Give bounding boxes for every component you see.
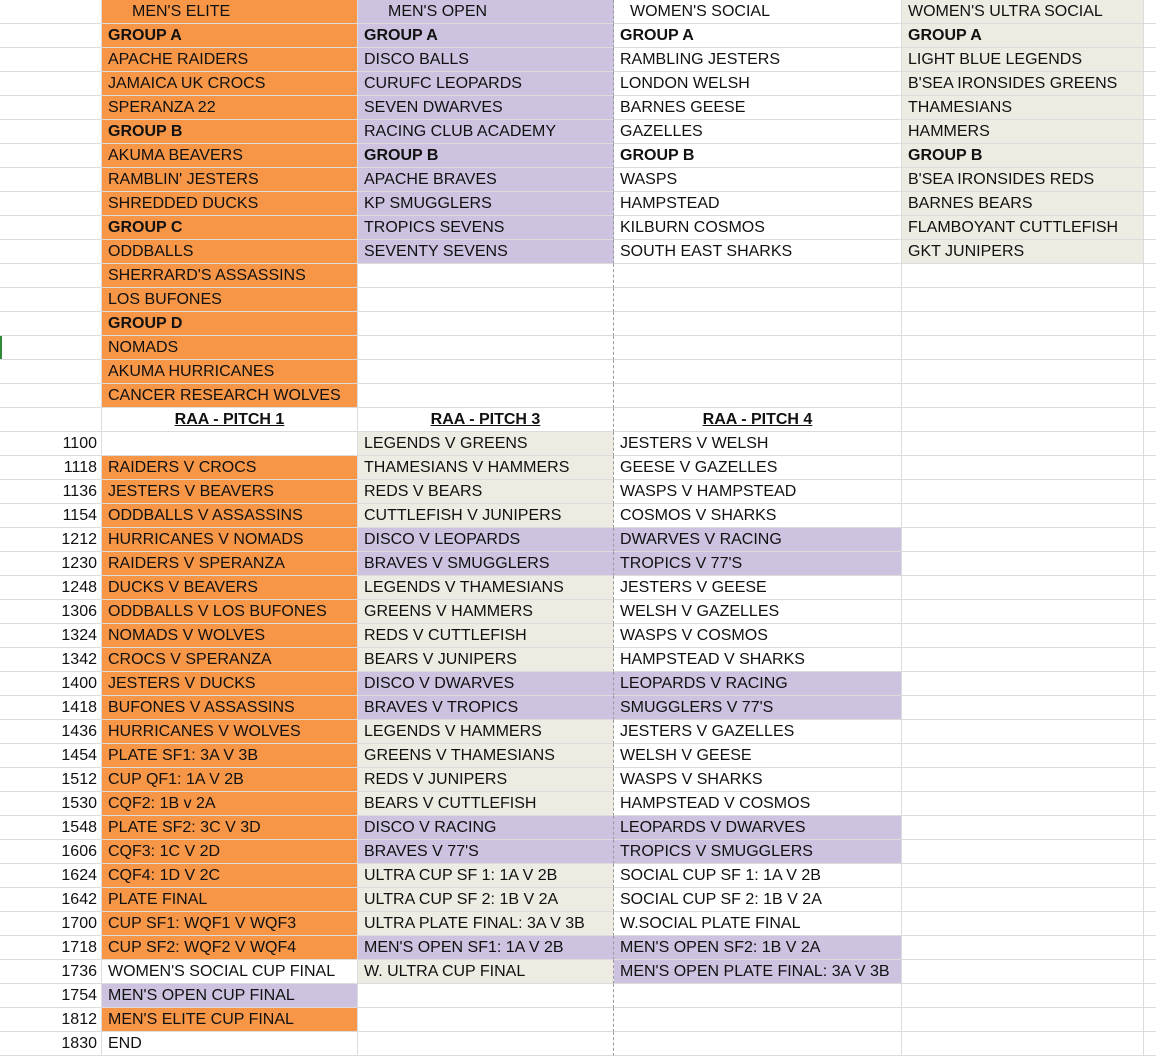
time-cell[interactable]: 1812: [0, 1008, 102, 1032]
time-cell[interactable]: 1154: [0, 504, 102, 528]
cell-extra[interactable]: B'SEA IRONSIDES GREENS: [902, 72, 1144, 96]
empty-cell[interactable]: [1144, 888, 1156, 912]
cell-pitch4[interactable]: [614, 264, 902, 288]
cell-pitch1[interactable]: JAMAICA UK CROCS: [102, 72, 358, 96]
cell-pitch3[interactable]: TROPICS SEVENS: [358, 216, 614, 240]
time-cell[interactable]: 1324: [0, 624, 102, 648]
cell-pitch3[interactable]: DISCO BALLS: [358, 48, 614, 72]
cell-pitch4[interactable]: MEN'S OPEN SF2: 1B V 2A: [614, 936, 902, 960]
cell-extra[interactable]: [902, 1032, 1144, 1056]
empty-cell[interactable]: [1144, 792, 1156, 816]
cell-extra[interactable]: LIGHT BLUE LEGENDS: [902, 48, 1144, 72]
cell-pitch1[interactable]: AKUMA BEAVERS: [102, 144, 358, 168]
cell-pitch3[interactable]: RACING CLUB ACADEMY: [358, 120, 614, 144]
time-cell[interactable]: [0, 72, 102, 96]
cell-pitch3[interactable]: LEGENDS V THAMESIANS: [358, 576, 614, 600]
cell-extra[interactable]: GROUP B: [902, 144, 1144, 168]
empty-cell[interactable]: [1144, 192, 1156, 216]
cell-extra[interactable]: [902, 264, 1144, 288]
cell-extra[interactable]: [902, 696, 1144, 720]
cell-pitch1[interactable]: RAIDERS V CROCS: [102, 456, 358, 480]
cell-pitch1[interactable]: PLATE FINAL: [102, 888, 358, 912]
cell-extra[interactable]: [902, 864, 1144, 888]
cell-pitch4[interactable]: [614, 360, 902, 384]
cell-pitch4[interactable]: BARNES GEESE: [614, 96, 902, 120]
time-cell[interactable]: 1512: [0, 768, 102, 792]
cell-extra[interactable]: [902, 480, 1144, 504]
time-cell[interactable]: 1454: [0, 744, 102, 768]
cell-pitch4[interactable]: TROPICS V SMUGGLERS: [614, 840, 902, 864]
empty-cell[interactable]: [1144, 72, 1156, 96]
time-cell[interactable]: [0, 408, 102, 432]
empty-cell[interactable]: [1144, 144, 1156, 168]
empty-cell[interactable]: [1144, 864, 1156, 888]
cell-pitch4[interactable]: GAZELLES: [614, 120, 902, 144]
cell-pitch4[interactable]: LONDON WELSH: [614, 72, 902, 96]
cell-extra[interactable]: [902, 648, 1144, 672]
cell-extra[interactable]: HAMMERS: [902, 120, 1144, 144]
time-cell[interactable]: [0, 336, 102, 360]
time-cell[interactable]: [0, 312, 102, 336]
cell-extra[interactable]: [902, 768, 1144, 792]
cell-pitch4[interactable]: LEOPARDS V RACING: [614, 672, 902, 696]
empty-cell[interactable]: [1144, 240, 1156, 264]
cell-pitch4[interactable]: HAMPSTEAD V COSMOS: [614, 792, 902, 816]
cell-pitch3[interactable]: DISCO V RACING: [358, 816, 614, 840]
cell-pitch3[interactable]: GREENS V THAMESIANS: [358, 744, 614, 768]
cell-extra[interactable]: WOMEN'S ULTRA SOCIAL: [902, 0, 1144, 24]
cell-extra[interactable]: [902, 672, 1144, 696]
empty-cell[interactable]: [1144, 552, 1156, 576]
cell-pitch3[interactable]: [358, 1008, 614, 1032]
time-cell[interactable]: 1718: [0, 936, 102, 960]
cell-extra[interactable]: [902, 576, 1144, 600]
cell-extra[interactable]: [902, 408, 1144, 432]
time-cell[interactable]: [0, 0, 102, 24]
cell-pitch4[interactable]: W.SOCIAL PLATE FINAL: [614, 912, 902, 936]
cell-pitch3[interactable]: REDS V BEARS: [358, 480, 614, 504]
cell-pitch4[interactable]: JESTERS V WELSH: [614, 432, 902, 456]
cell-extra[interactable]: [902, 936, 1144, 960]
cell-pitch1[interactable]: JESTERS V BEAVERS: [102, 480, 358, 504]
cell-pitch1[interactable]: CUP QF1: 1A V 2B: [102, 768, 358, 792]
time-cell[interactable]: 1400: [0, 672, 102, 696]
time-cell[interactable]: [0, 24, 102, 48]
cell-pitch3[interactable]: [358, 384, 614, 408]
cell-pitch1[interactable]: APACHE RAIDERS: [102, 48, 358, 72]
cell-pitch3[interactable]: GROUP B: [358, 144, 614, 168]
cell-pitch4[interactable]: GROUP B: [614, 144, 902, 168]
cell-pitch1[interactable]: WOMEN'S SOCIAL CUP FINAL: [102, 960, 358, 984]
cell-pitch4[interactable]: HAMPSTEAD: [614, 192, 902, 216]
cell-pitch4[interactable]: COSMOS V SHARKS: [614, 504, 902, 528]
cell-extra[interactable]: GROUP A: [902, 24, 1144, 48]
empty-cell[interactable]: [1144, 696, 1156, 720]
cell-extra[interactable]: [902, 792, 1144, 816]
cell-extra[interactable]: GKT JUNIPERS: [902, 240, 1144, 264]
empty-cell[interactable]: [1144, 120, 1156, 144]
time-cell[interactable]: 1754: [0, 984, 102, 1008]
cell-pitch3[interactable]: BEARS V CUTTLEFISH: [358, 792, 614, 816]
cell-pitch3[interactable]: CURUFC LEOPARDS: [358, 72, 614, 96]
empty-cell[interactable]: [1144, 96, 1156, 120]
empty-cell[interactable]: [1144, 1008, 1156, 1032]
cell-pitch4[interactable]: SOCIAL CUP SF 1: 1A V 2B: [614, 864, 902, 888]
empty-cell[interactable]: [1144, 984, 1156, 1008]
empty-cell[interactable]: [1144, 912, 1156, 936]
cell-pitch4[interactable]: WASPS V HAMPSTEAD: [614, 480, 902, 504]
cell-pitch1[interactable]: END: [102, 1032, 358, 1056]
cell-pitch4[interactable]: HAMPSTEAD V SHARKS: [614, 648, 902, 672]
time-cell[interactable]: 1642: [0, 888, 102, 912]
time-cell[interactable]: 1100: [0, 432, 102, 456]
cell-extra[interactable]: [902, 432, 1144, 456]
cell-extra[interactable]: [902, 552, 1144, 576]
cell-pitch3[interactable]: [358, 288, 614, 312]
cell-pitch3[interactable]: [358, 1032, 614, 1056]
cell-pitch3[interactable]: DISCO V DWARVES: [358, 672, 614, 696]
cell-extra[interactable]: [902, 312, 1144, 336]
time-cell[interactable]: [0, 288, 102, 312]
empty-cell[interactable]: [1144, 456, 1156, 480]
cell-pitch3[interactable]: APACHE BRAVES: [358, 168, 614, 192]
time-cell[interactable]: 1118: [0, 456, 102, 480]
time-cell[interactable]: 1436: [0, 720, 102, 744]
empty-cell[interactable]: [1144, 936, 1156, 960]
cell-pitch3[interactable]: MEN'S OPEN: [358, 0, 614, 24]
cell-extra[interactable]: [902, 912, 1144, 936]
cell-pitch1[interactable]: ODDBALLS V ASSASSINS: [102, 504, 358, 528]
cell-pitch3[interactable]: [358, 264, 614, 288]
cell-pitch4[interactable]: LEOPARDS V DWARVES: [614, 816, 902, 840]
cell-pitch1[interactable]: CUP SF1: WQF1 V WQF3: [102, 912, 358, 936]
cell-pitch1[interactable]: MEN'S ELITE CUP FINAL: [102, 1008, 358, 1032]
time-cell[interactable]: [0, 48, 102, 72]
cell-pitch4[interactable]: [614, 384, 902, 408]
empty-cell[interactable]: [1144, 720, 1156, 744]
empty-cell[interactable]: [1144, 600, 1156, 624]
cell-pitch3[interactable]: GREENS V HAMMERS: [358, 600, 614, 624]
time-cell[interactable]: [0, 96, 102, 120]
cell-pitch3[interactable]: SEVEN DWARVES: [358, 96, 614, 120]
cell-extra[interactable]: [902, 600, 1144, 624]
cell-pitch4[interactable]: SOCIAL CUP SF 2: 1B V 2A: [614, 888, 902, 912]
time-cell[interactable]: 1248: [0, 576, 102, 600]
cell-pitch3[interactable]: [358, 984, 614, 1008]
cell-pitch3[interactable]: SEVENTY SEVENS: [358, 240, 614, 264]
cell-pitch1[interactable]: HURRICANES V WOLVES: [102, 720, 358, 744]
cell-pitch1[interactable]: RAMBLIN' JESTERS: [102, 168, 358, 192]
cell-pitch3[interactable]: BRAVES V SMUGGLERS: [358, 552, 614, 576]
cell-pitch1[interactable]: SHERRARD'S ASSASSINS: [102, 264, 358, 288]
cell-pitch3[interactable]: REDS V CUTTLEFISH: [358, 624, 614, 648]
pitch-header-pitch3[interactable]: RAA - PITCH 3: [358, 408, 614, 432]
cell-pitch4[interactable]: JESTERS V GEESE: [614, 576, 902, 600]
empty-cell[interactable]: [1144, 312, 1156, 336]
cell-pitch1[interactable]: GROUP B: [102, 120, 358, 144]
time-cell[interactable]: [0, 168, 102, 192]
time-cell[interactable]: 1530: [0, 792, 102, 816]
cell-extra[interactable]: [902, 456, 1144, 480]
cell-pitch3[interactable]: THAMESIANS V HAMMERS: [358, 456, 614, 480]
time-cell[interactable]: [0, 384, 102, 408]
empty-cell[interactable]: [1144, 840, 1156, 864]
time-cell[interactable]: [0, 216, 102, 240]
cell-pitch1[interactable]: NOMADS V WOLVES: [102, 624, 358, 648]
cell-extra[interactable]: B'SEA IRONSIDES REDS: [902, 168, 1144, 192]
cell-pitch1[interactable]: ODDBALLS V LOS BUFONES: [102, 600, 358, 624]
time-cell[interactable]: 1624: [0, 864, 102, 888]
cell-pitch4[interactable]: [614, 288, 902, 312]
cell-pitch4[interactable]: MEN'S OPEN PLATE FINAL: 3A V 3B: [614, 960, 902, 984]
cell-pitch4[interactable]: TROPICS V 77'S: [614, 552, 902, 576]
cell-extra[interactable]: [902, 624, 1144, 648]
cell-pitch4[interactable]: JESTERS V GAZELLES: [614, 720, 902, 744]
cell-pitch1[interactable]: PLATE SF2: 3C V 3D: [102, 816, 358, 840]
cell-extra[interactable]: [902, 720, 1144, 744]
empty-cell[interactable]: [1144, 360, 1156, 384]
time-cell[interactable]: [0, 360, 102, 384]
cell-pitch3[interactable]: LEGENDS V GREENS: [358, 432, 614, 456]
cell-extra[interactable]: THAMESIANS: [902, 96, 1144, 120]
cell-pitch1[interactable]: GROUP D: [102, 312, 358, 336]
cell-pitch4[interactable]: DWARVES V RACING: [614, 528, 902, 552]
cell-pitch3[interactable]: CUTTLEFISH V JUNIPERS: [358, 504, 614, 528]
cell-pitch1[interactable]: JESTERS V DUCKS: [102, 672, 358, 696]
cell-extra[interactable]: [902, 1008, 1144, 1032]
empty-cell[interactable]: [1144, 528, 1156, 552]
cell-extra[interactable]: [902, 360, 1144, 384]
cell-pitch4[interactable]: [614, 1008, 902, 1032]
cell-pitch4[interactable]: WELSH V GEESE: [614, 744, 902, 768]
cell-pitch4[interactable]: [614, 984, 902, 1008]
cell-pitch1[interactable]: CANCER RESEARCH WOLVES: [102, 384, 358, 408]
cell-pitch3[interactable]: ULTRA CUP SF 1: 1A V 2B: [358, 864, 614, 888]
cell-pitch4[interactable]: KILBURN COSMOS: [614, 216, 902, 240]
time-cell[interactable]: 1306: [0, 600, 102, 624]
cell-pitch4[interactable]: [614, 312, 902, 336]
cell-pitch3[interactable]: GROUP A: [358, 24, 614, 48]
cell-pitch1[interactable]: DUCKS V BEAVERS: [102, 576, 358, 600]
cell-pitch1[interactable]: MEN'S ELITE: [102, 0, 358, 24]
cell-pitch4[interactable]: WASPS V COSMOS: [614, 624, 902, 648]
cell-pitch1[interactable]: AKUMA HURRICANES: [102, 360, 358, 384]
empty-cell[interactable]: [1144, 48, 1156, 72]
empty-cell[interactable]: [1144, 648, 1156, 672]
time-cell[interactable]: [0, 264, 102, 288]
empty-cell[interactable]: [1144, 216, 1156, 240]
cell-pitch3[interactable]: LEGENDS V HAMMERS: [358, 720, 614, 744]
empty-cell[interactable]: [1144, 384, 1156, 408]
cell-pitch1[interactable]: SPERANZA 22: [102, 96, 358, 120]
time-cell[interactable]: [0, 240, 102, 264]
cell-extra[interactable]: [902, 504, 1144, 528]
time-cell[interactable]: [0, 120, 102, 144]
pitch-header-pitch4[interactable]: RAA - PITCH 4: [614, 408, 902, 432]
cell-pitch1[interactable]: GROUP C: [102, 216, 358, 240]
cell-pitch4[interactable]: SMUGGLERS V 77'S: [614, 696, 902, 720]
cell-pitch1[interactable]: CUP SF2: WQF2 V WQF4: [102, 936, 358, 960]
cell-pitch1[interactable]: BUFONES V ASSASSINS: [102, 696, 358, 720]
empty-cell[interactable]: [1144, 624, 1156, 648]
empty-cell[interactable]: [1144, 432, 1156, 456]
cell-pitch3[interactable]: BRAVES V TROPICS: [358, 696, 614, 720]
cell-pitch1[interactable]: GROUP A: [102, 24, 358, 48]
empty-cell[interactable]: [1144, 336, 1156, 360]
empty-cell[interactable]: [1144, 744, 1156, 768]
cell-pitch4[interactable]: WASPS V SHARKS: [614, 768, 902, 792]
cell-pitch3[interactable]: REDS V JUNIPERS: [358, 768, 614, 792]
time-cell[interactable]: [0, 192, 102, 216]
cell-pitch1[interactable]: NOMADS: [102, 336, 358, 360]
pitch-header-pitch1[interactable]: RAA - PITCH 1: [102, 408, 358, 432]
empty-cell[interactable]: [1144, 816, 1156, 840]
cell-pitch1[interactable]: [102, 432, 358, 456]
empty-cell[interactable]: [1144, 504, 1156, 528]
time-cell[interactable]: 1212: [0, 528, 102, 552]
cell-pitch3[interactable]: DISCO V LEOPARDS: [358, 528, 614, 552]
cell-extra[interactable]: [902, 384, 1144, 408]
cell-extra[interactable]: BARNES BEARS: [902, 192, 1144, 216]
cell-pitch3[interactable]: [358, 312, 614, 336]
empty-cell[interactable]: [1144, 1032, 1156, 1056]
empty-cell[interactable]: [1144, 0, 1156, 24]
cell-extra[interactable]: FLAMBOYANT CUTTLEFISH: [902, 216, 1144, 240]
cell-pitch3[interactable]: ULTRA PLATE FINAL: 3A V 3B: [358, 912, 614, 936]
empty-cell[interactable]: [1144, 672, 1156, 696]
empty-cell[interactable]: [1144, 960, 1156, 984]
empty-cell[interactable]: [1144, 576, 1156, 600]
cell-pitch4[interactable]: WASPS: [614, 168, 902, 192]
time-cell[interactable]: 1548: [0, 816, 102, 840]
time-cell[interactable]: 1700: [0, 912, 102, 936]
empty-cell[interactable]: [1144, 168, 1156, 192]
time-cell[interactable]: 1606: [0, 840, 102, 864]
cell-pitch3[interactable]: MEN'S OPEN SF1: 1A V 2B: [358, 936, 614, 960]
cell-pitch4[interactable]: WOMEN'S SOCIAL: [614, 0, 902, 24]
cell-pitch1[interactable]: PLATE SF1: 3A V 3B: [102, 744, 358, 768]
cell-pitch1[interactable]: CQF3: 1C V 2D: [102, 840, 358, 864]
time-cell[interactable]: 1230: [0, 552, 102, 576]
time-cell[interactable]: 1830: [0, 1032, 102, 1056]
cell-pitch1[interactable]: ODDBALLS: [102, 240, 358, 264]
time-cell[interactable]: 1342: [0, 648, 102, 672]
time-cell[interactable]: 1418: [0, 696, 102, 720]
cell-extra[interactable]: [902, 960, 1144, 984]
cell-extra[interactable]: [902, 816, 1144, 840]
cell-pitch1[interactable]: CQF2: 1B v 2A: [102, 792, 358, 816]
empty-cell[interactable]: [1144, 264, 1156, 288]
cell-pitch1[interactable]: CQF4: 1D V 2C: [102, 864, 358, 888]
cell-pitch1[interactable]: RAIDERS V SPERANZA: [102, 552, 358, 576]
empty-cell[interactable]: [1144, 480, 1156, 504]
cell-pitch3[interactable]: BEARS V JUNIPERS: [358, 648, 614, 672]
cell-pitch4[interactable]: WELSH V GAZELLES: [614, 600, 902, 624]
time-cell[interactable]: 1136: [0, 480, 102, 504]
time-cell[interactable]: [0, 144, 102, 168]
cell-pitch4[interactable]: [614, 1032, 902, 1056]
cell-pitch3[interactable]: BRAVES V 77'S: [358, 840, 614, 864]
cell-pitch3[interactable]: KP SMUGGLERS: [358, 192, 614, 216]
cell-pitch4[interactable]: SOUTH EAST SHARKS: [614, 240, 902, 264]
empty-cell[interactable]: [1144, 408, 1156, 432]
cell-extra[interactable]: [902, 744, 1144, 768]
cell-pitch1[interactable]: MEN'S OPEN CUP FINAL: [102, 984, 358, 1008]
cell-pitch3[interactable]: [358, 336, 614, 360]
cell-extra[interactable]: [902, 888, 1144, 912]
cell-extra[interactable]: [902, 288, 1144, 312]
cell-pitch3[interactable]: ULTRA CUP SF 2: 1B V 2A: [358, 888, 614, 912]
empty-cell[interactable]: [1144, 24, 1156, 48]
cell-pitch1[interactable]: SHREDDED DUCKS: [102, 192, 358, 216]
cell-pitch1[interactable]: HURRICANES V NOMADS: [102, 528, 358, 552]
cell-pitch4[interactable]: [614, 336, 902, 360]
empty-cell[interactable]: [1144, 288, 1156, 312]
cell-pitch4[interactable]: GROUP A: [614, 24, 902, 48]
cell-extra[interactable]: [902, 840, 1144, 864]
cell-pitch3[interactable]: W. ULTRA CUP FINAL: [358, 960, 614, 984]
cell-pitch1[interactable]: LOS BUFONES: [102, 288, 358, 312]
cell-extra[interactable]: [902, 528, 1144, 552]
cell-pitch3[interactable]: [358, 360, 614, 384]
cell-extra[interactable]: [902, 984, 1144, 1008]
empty-cell[interactable]: [1144, 768, 1156, 792]
cell-extra[interactable]: [902, 336, 1144, 360]
cell-pitch1[interactable]: CROCS V SPERANZA: [102, 648, 358, 672]
cell-pitch4[interactable]: GEESE V GAZELLES: [614, 456, 902, 480]
time-cell[interactable]: 1736: [0, 960, 102, 984]
cell-pitch4[interactable]: RAMBLING JESTERS: [614, 48, 902, 72]
